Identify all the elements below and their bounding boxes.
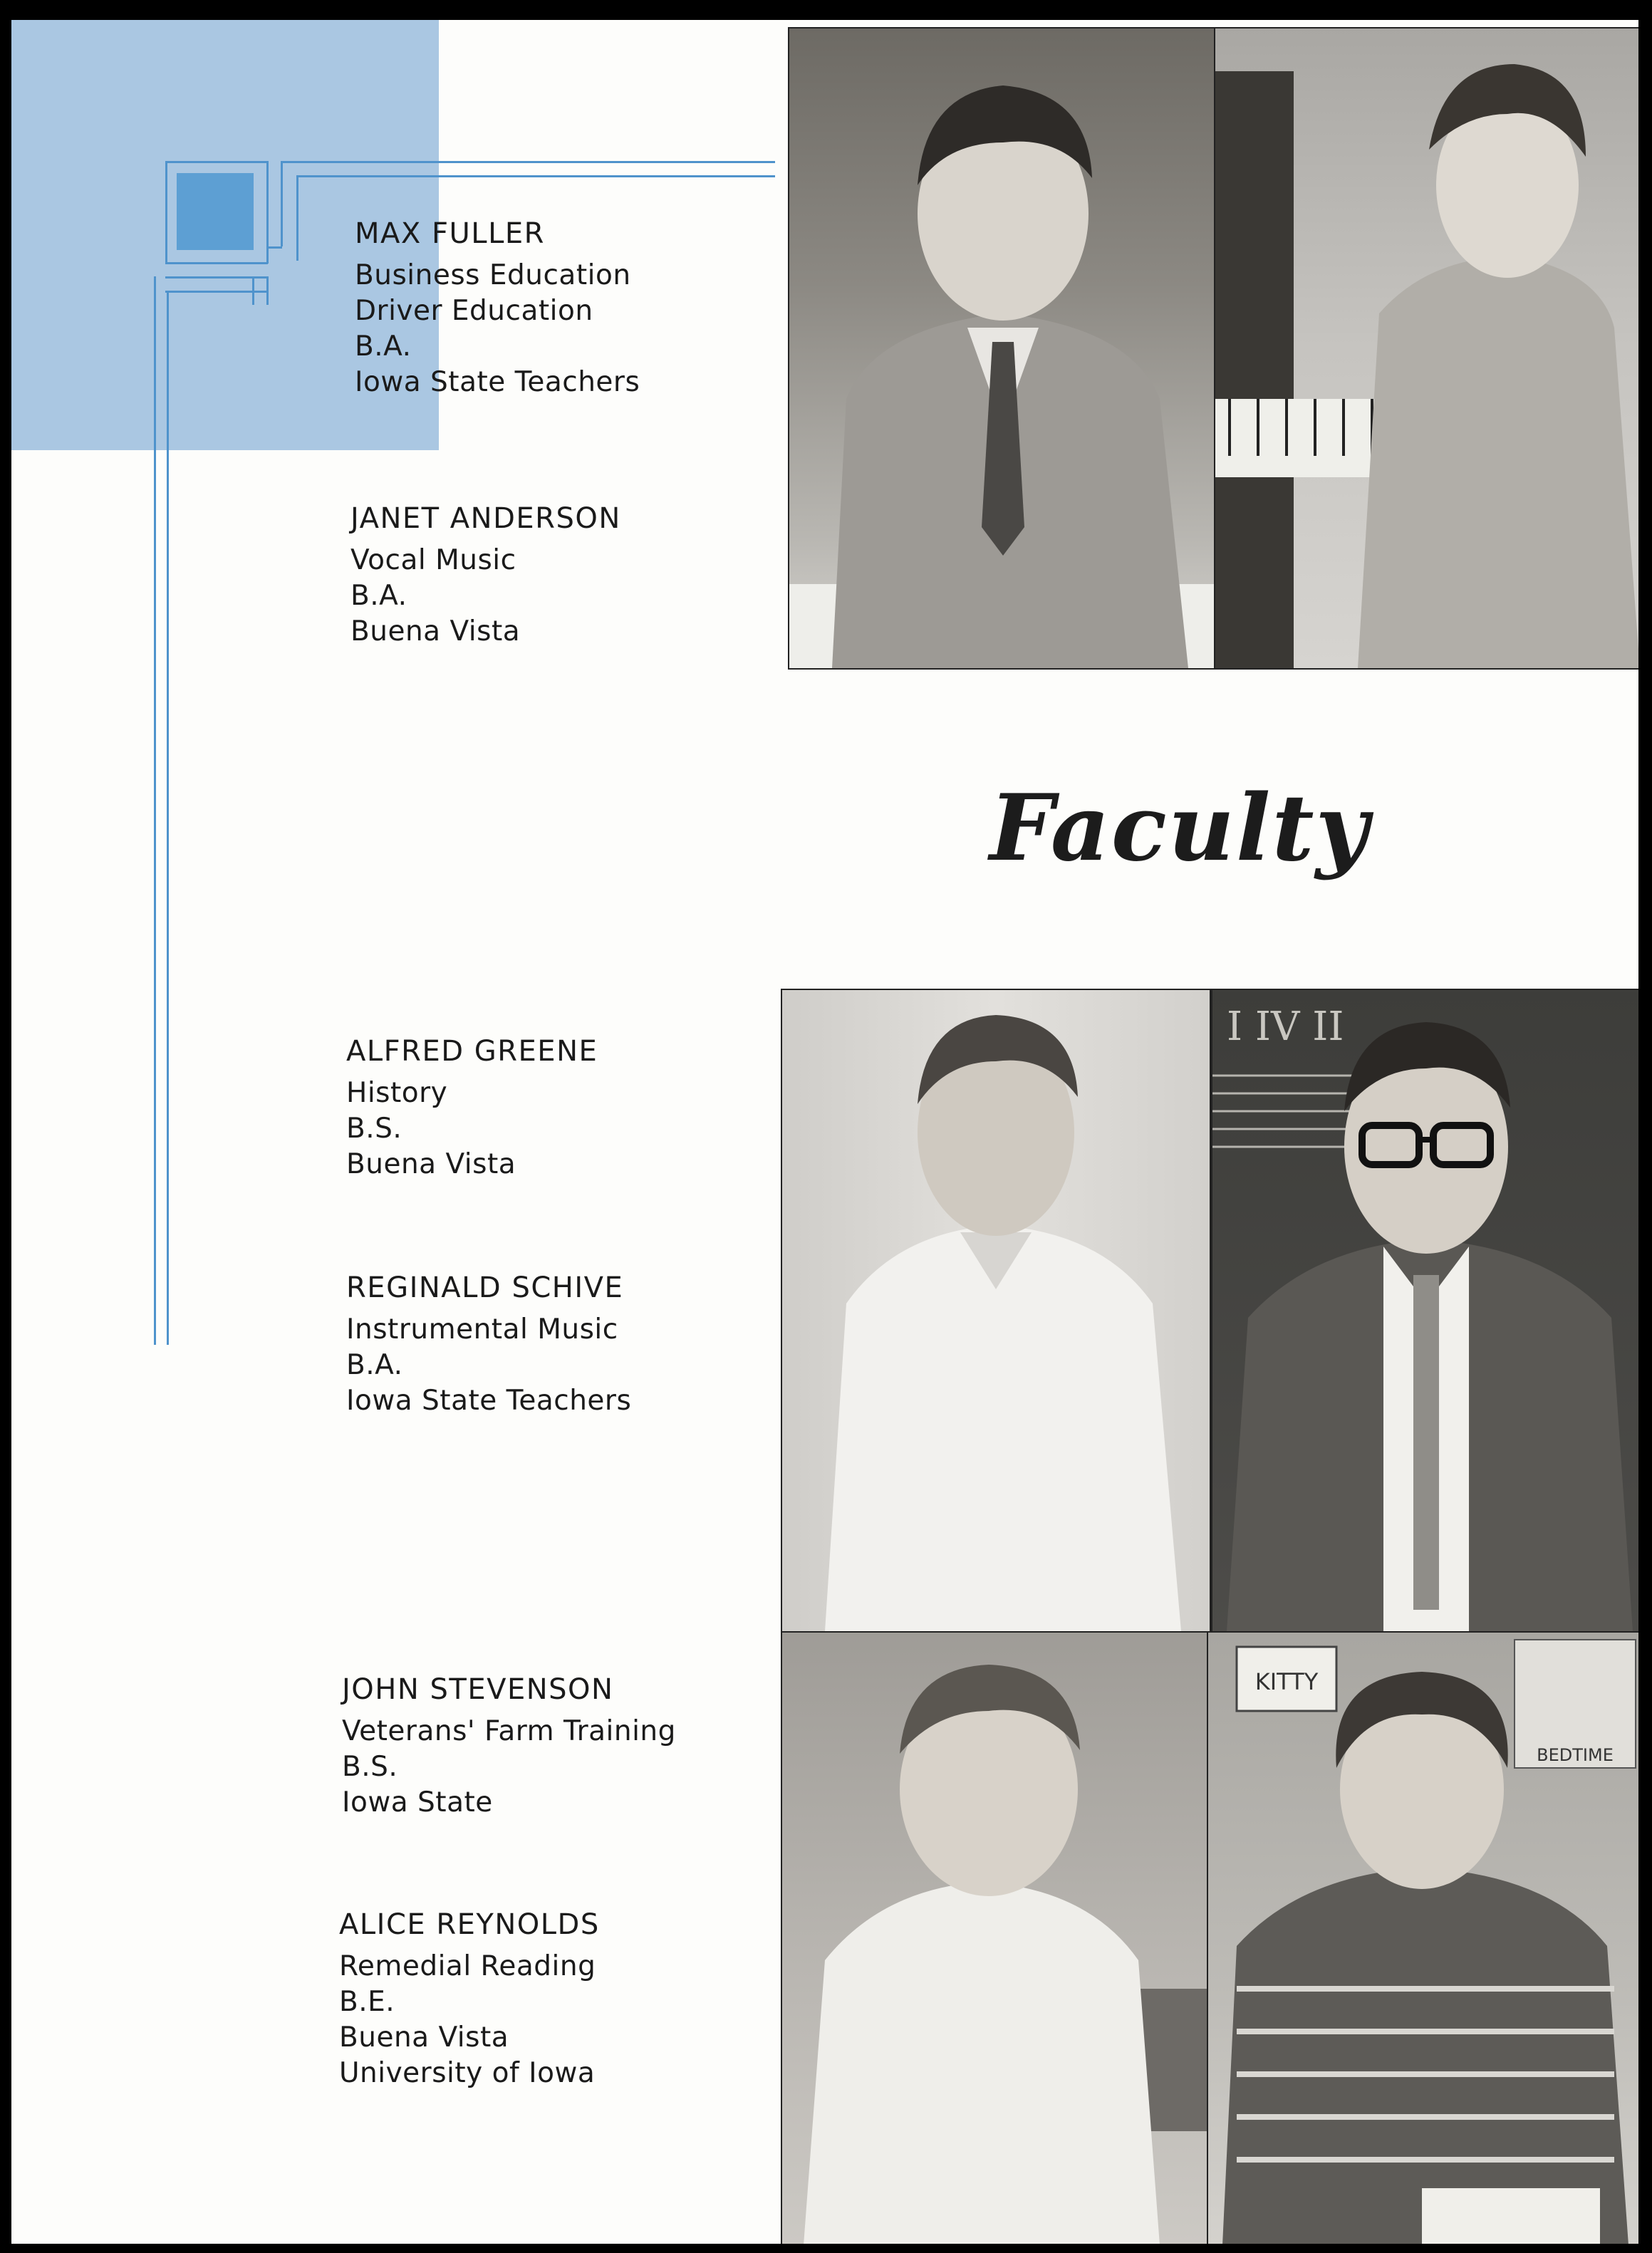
faculty-detail: Driver Education [355, 295, 593, 327]
faculty-detail: University of Iowa [339, 2057, 596, 2089]
ornament-line [165, 161, 268, 163]
faculty-entry-reginald-schive [346, 1271, 631, 1419]
yearbook-page [11, 20, 1638, 2244]
sign-bedtime: BEDTIME [1537, 1745, 1614, 1765]
page-title: Faculty [989, 775, 1370, 882]
faculty-detail: Buena Vista [339, 2022, 509, 2054]
portrait-alice-reynolds [1207, 1631, 1638, 2244]
faculty-entry-janet-anderson [350, 501, 621, 650]
faculty-detail: Remedial Reading [339, 1950, 596, 1982]
ornament-line [281, 161, 775, 163]
blue-square-ornament [177, 173, 254, 250]
ornament-line [281, 161, 283, 246]
faculty-name: ALFRED GREENE [346, 1035, 598, 1068]
faculty-detail: History [346, 1077, 448, 1109]
faculty-detail: Iowa State Teachers [355, 366, 640, 398]
faculty-detail: Instrumental Music [346, 1313, 618, 1346]
faculty-detail: Business Education [355, 259, 631, 291]
faculty-name: JANET ANDERSON [350, 502, 621, 535]
faculty-detail: B.E. [339, 1986, 395, 2018]
faculty-entry-max-fuller [355, 217, 640, 400]
faculty-detail: B.A. [350, 580, 407, 612]
faculty-detail: Iowa State Teachers [346, 1385, 632, 1417]
sign-kitty: KITTY [1254, 1668, 1319, 1695]
portrait-alfred-greene [781, 989, 1211, 1633]
faculty-name: MAX FULLER [355, 217, 545, 250]
faculty-detail: Buena Vista [350, 615, 521, 647]
faculty-detail: B.A. [346, 1349, 403, 1381]
faculty-name: ALICE REYNOLDS [339, 1908, 600, 1941]
portrait-reginald-schive [1211, 989, 1638, 1633]
faculty-entry-alice-reynolds [339, 1908, 600, 2091]
ornament-line [165, 262, 268, 264]
faculty-name: JOHN STEVENSON [342, 1673, 614, 1706]
ornament-line [266, 276, 269, 305]
faculty-detail: B.A. [355, 331, 412, 363]
faculty-detail: Veterans' Farm Training [342, 1715, 676, 1747]
ornament-line [165, 161, 167, 264]
faculty-detail: Vocal Music [350, 544, 516, 576]
ornament-line [252, 276, 254, 305]
chalkboard-text: I IV II [1227, 1004, 1344, 1050]
portrait-max-fuller [788, 27, 1215, 670]
faculty-detail: Iowa State [342, 1786, 493, 1818]
portrait-janet-anderson [1214, 27, 1638, 670]
faculty-entry-john-stevenson [342, 1672, 676, 1821]
faculty-detail: B.S. [346, 1113, 402, 1145]
faculty-detail: B.S. [342, 1751, 398, 1783]
ornament-line [266, 246, 282, 249]
ornament-line [167, 291, 169, 1345]
faculty-detail: Buena Vista [346, 1148, 516, 1180]
ornament-line [296, 175, 775, 177]
portrait-john-stevenson [781, 1631, 1208, 2244]
ornament-line [296, 175, 298, 261]
ornament-line [154, 276, 156, 1345]
faculty-entry-alfred-greene [346, 1034, 598, 1182]
faculty-name: REGINALD SCHIVE [346, 1271, 624, 1304]
